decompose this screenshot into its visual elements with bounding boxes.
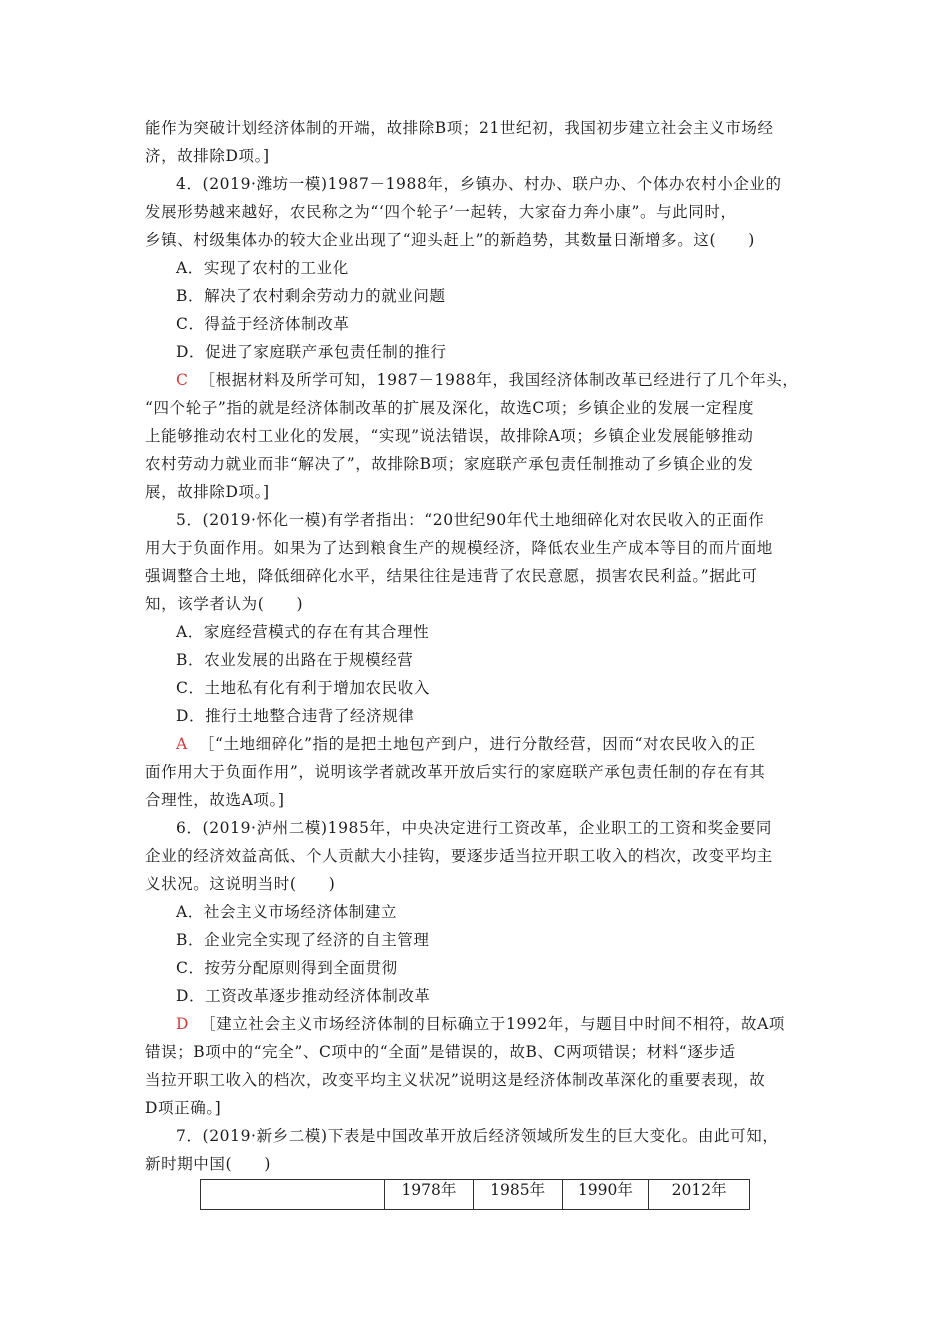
option-c: C．按劳分配原则得到全面贯彻 bbox=[176, 959, 398, 977]
question-5-stem: 用大于负面作用。如果为了达到粮食生产的规模经济，降低农业生产成本等目的而片面地 bbox=[145, 539, 773, 557]
answer-explanation: D项正确。] bbox=[145, 1099, 222, 1117]
option-b: B．解决了农村剩余劳动力的就业问题 bbox=[176, 287, 446, 305]
answer-explanation: 错误；B项中的“完全”、C项中的“全面”是错误的，故B、C两项错误；材料“逐步适 bbox=[145, 1043, 736, 1061]
question-5-stem: 强调整合土地，降低细碎化水平，结果往往是违背了农民意愿，损害农民利益。”据此可 bbox=[145, 567, 758, 585]
answer-explanation: C ［根据材料及所学可知，1987－1988年，我国经济体制改革已经进行了几个年头， bbox=[176, 371, 799, 389]
table-header-cell: 2012年 bbox=[649, 1180, 750, 1210]
question-6-stem: 企业的经济效益高低、个人贡献大小挂钩，要逐步适当拉开职工收入的档次，改变平均主 bbox=[145, 847, 773, 865]
option-a: A．实现了农村的工业化 bbox=[176, 259, 349, 277]
option-d: D．工资改革逐步推动经济体制改革 bbox=[176, 987, 431, 1005]
table-header-row bbox=[201, 1180, 750, 1210]
answer-explanation: 面作用大于负面作用”，说明该学者就改革开放后实行的家庭联产承包责任制的存在有其 bbox=[145, 763, 766, 781]
answer-explanation: 农村劳动力就业而非“解决了”，故排除B项；家庭联产承包责任制推动了乡镇企业的发 bbox=[145, 455, 754, 473]
answer-explanation: “四个轮子”指的就是经济体制改革的扩展及深化，故选C项；乡镇企业的发展一定程度 bbox=[145, 399, 755, 417]
option-a: A．社会主义市场经济体制建立 bbox=[176, 903, 398, 921]
question-5-stem: 5．(2019·怀化一模)有学者指出：“20世纪90年代土地细碎化对农民收入的正面作 bbox=[176, 511, 765, 529]
question-5-stem: 知，该学者认为( ) bbox=[145, 595, 304, 613]
question-4-stem: 发展形势越来越好，农民称之为“‘四个轮子’一起转，大家奋力奔小康”。与此同时， bbox=[145, 203, 737, 221]
paragraph-line: 能作为突破计划经济体制的开端，故排除B项；21世纪初，我国初步建立社会主义市场经 bbox=[145, 119, 774, 137]
answer-letter: D bbox=[176, 1015, 190, 1033]
paragraph-line: 济，故排除D项。] bbox=[145, 147, 270, 165]
option-b: B．农业发展的出路在于规模经营 bbox=[176, 651, 414, 669]
answer-explanation: 上能够推动农村工业化的发展，“实现”说法错误，故排除A项；乡镇企业发展能够推动 bbox=[145, 427, 754, 445]
answer-explanation: 合理性，故选A项。] bbox=[145, 791, 285, 809]
question-6-stem: 6．(2019·泸州二模)1985年，中央决定进行工资改革，企业职工的工资和奖金要同 bbox=[176, 819, 772, 837]
answer-explanation: 当拉开职工收入的档次，改变平均主义状况”说明这是经济体制改革深化的重要表现，故 bbox=[145, 1071, 766, 1089]
option-d: D．促进了家庭联产承包责任制的推行 bbox=[176, 343, 447, 361]
answer-explanation: D ［建立社会主义市场经济体制的目标确立于1992年，与题目中时间不相符，故A项 bbox=[176, 1015, 786, 1033]
option-d: D．推行土地整合违背了经济规律 bbox=[176, 707, 415, 725]
document-page bbox=[145, 114, 810, 1178]
data-table bbox=[200, 1179, 750, 1210]
option-c: C．得益于经济体制改革 bbox=[176, 315, 350, 333]
question-7-stem: 7．(2019·新乡二模)下表是中国改革开放后经济领域所发生的巨大变化。由此可知， bbox=[176, 1127, 779, 1145]
option-c: C．土地私有化有利于增加农民收入 bbox=[176, 679, 430, 697]
table-header-cell bbox=[201, 1180, 385, 1210]
question-4-stem: 4．(2019·潍坊一模)1987－1988年，乡镇办、村办、联户办、个体办农村小企业的 bbox=[176, 175, 782, 193]
question-4-stem: 乡镇、村级集体办的较大企业出现了“迎头赶上”的新趋势，其数量日渐增多。这( ) bbox=[145, 231, 755, 249]
answer-explanation: A ［“土地细碎化”指的是把土地包产到户，进行分散经营，因而“对农民收入的正 bbox=[176, 735, 756, 753]
option-b: B．企业完全实现了经济的自主管理 bbox=[176, 931, 430, 949]
table-header-cell: 1978年 bbox=[385, 1180, 474, 1210]
question-6-stem: 义状况。这说明当时( ) bbox=[145, 875, 336, 893]
table-header-cell: 1990年 bbox=[562, 1180, 649, 1210]
answer-letter: A bbox=[176, 735, 188, 753]
option-a: A．家庭经营模式的存在有其合理性 bbox=[176, 623, 430, 641]
answer-explanation: 展，故排除D项。] bbox=[145, 483, 270, 501]
table-header-cell: 1985年 bbox=[473, 1180, 562, 1210]
answer-letter: C bbox=[176, 371, 189, 389]
question-7-stem: 新时期中国( ) bbox=[145, 1155, 271, 1173]
